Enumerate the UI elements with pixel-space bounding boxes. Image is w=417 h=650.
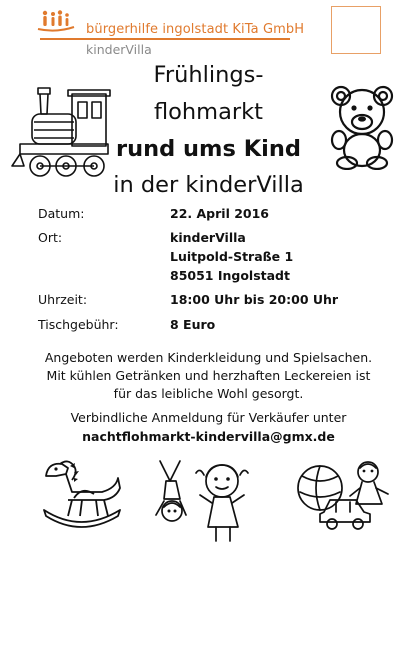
rocking-horse-icon <box>38 458 124 534</box>
toys-icon <box>294 458 394 530</box>
fee-value: 8 Euro <box>170 317 216 332</box>
registration-email: nachtflohmarkt-kindervilla@gmx.de <box>82 429 335 444</box>
time-label: Uhrzeit: <box>38 292 88 307</box>
title-line-1: Frühlings- <box>153 62 264 88</box>
description-line-3: für das leibliche Wohl gesorgt. <box>113 386 304 401</box>
fee-label: Tischgebühr: <box>38 317 119 332</box>
place-city: 85051 Ingolstadt <box>170 268 290 283</box>
locomotive-icon <box>10 84 114 180</box>
place-label: Ort: <box>38 230 63 245</box>
description-line-2: Mit kühlen Getränken und herzhaften Leckereien ist <box>46 368 371 383</box>
stamp-box <box>331 6 381 54</box>
time-value: 18:00 Uhr bis 20:00 Uhr <box>170 292 339 307</box>
place-street: Luitpold-Straße 1 <box>170 249 294 264</box>
teddy-bear-icon <box>328 84 396 170</box>
registration-text: Verbindliche Anmeldung für Verkäufer unter <box>70 410 347 425</box>
header-divider <box>40 38 290 40</box>
organization-subname: kinderVilla <box>86 42 152 57</box>
children-playing-icon <box>150 455 252 543</box>
logo-figures-icon <box>36 10 76 32</box>
description-line-1: Angeboten werden Kinderkleidung und Spielsachen. <box>44 350 373 365</box>
place-name: kinderVilla <box>170 230 246 245</box>
organization-name: bürgerhilfe ingolstadt KiTa GmbH <box>86 22 305 37</box>
date-label: Datum: <box>38 206 85 221</box>
date-value: 22. April 2016 <box>170 206 269 221</box>
title-line-2: flohmarkt <box>153 99 263 125</box>
title-line-3: rund ums Kind <box>115 136 302 162</box>
title-line-4: in der kinderVilla <box>113 172 304 198</box>
